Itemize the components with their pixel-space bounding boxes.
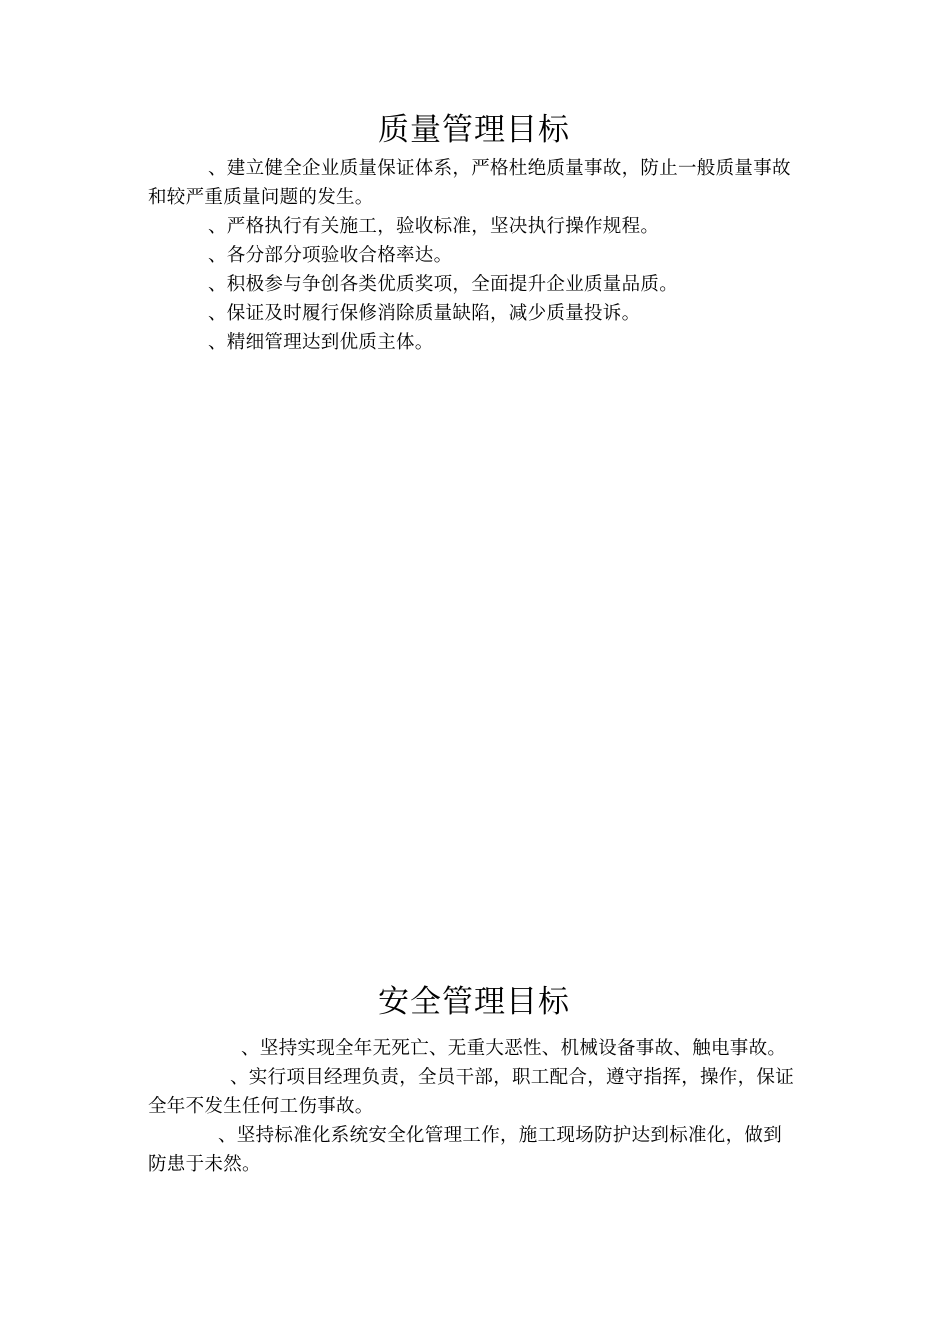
safety-item-3: 、坚持标准化系统安全化管理工作，施工现场防护达到标准化，做到防患于未然。: [148, 1125, 783, 1175]
quality-item-1: 、建立健全企业质量保证体系，严格杜绝质量事故，防止一般质量事故和较严重质量问题的发生。: [148, 158, 791, 208]
safety-item-2: 、实行项目经理负责，全员干部，职工配合，遵守指挥，操作，保证全年不发生任何工伤事故。: [148, 1067, 795, 1117]
safety-item-1: 、坚持实现全年无死亡、无重大恶性、机械设备事故、触电事故。: [241, 1038, 787, 1059]
quality-item-4: 、积极参与争创各类优质奖项，全面提升企业质量品质。: [208, 274, 679, 295]
quality-section: [148, 110, 800, 357]
safety-title: 安全管理目标: [378, 984, 570, 1020]
quality-item-5: 、保证及时履行保修消除质量缺陷，减少质量投诉。: [208, 303, 641, 324]
quality-item-3: 、各分部分项验收合格率达。: [208, 245, 453, 266]
safety-section: [148, 982, 800, 1179]
quality-title: 质量管理目标: [378, 112, 570, 148]
quality-item-2: 、严格执行有关施工，验收标准，坚决执行操作规程。: [208, 216, 660, 237]
quality-item-6: 、精细管理达到优质主体。: [208, 332, 434, 353]
